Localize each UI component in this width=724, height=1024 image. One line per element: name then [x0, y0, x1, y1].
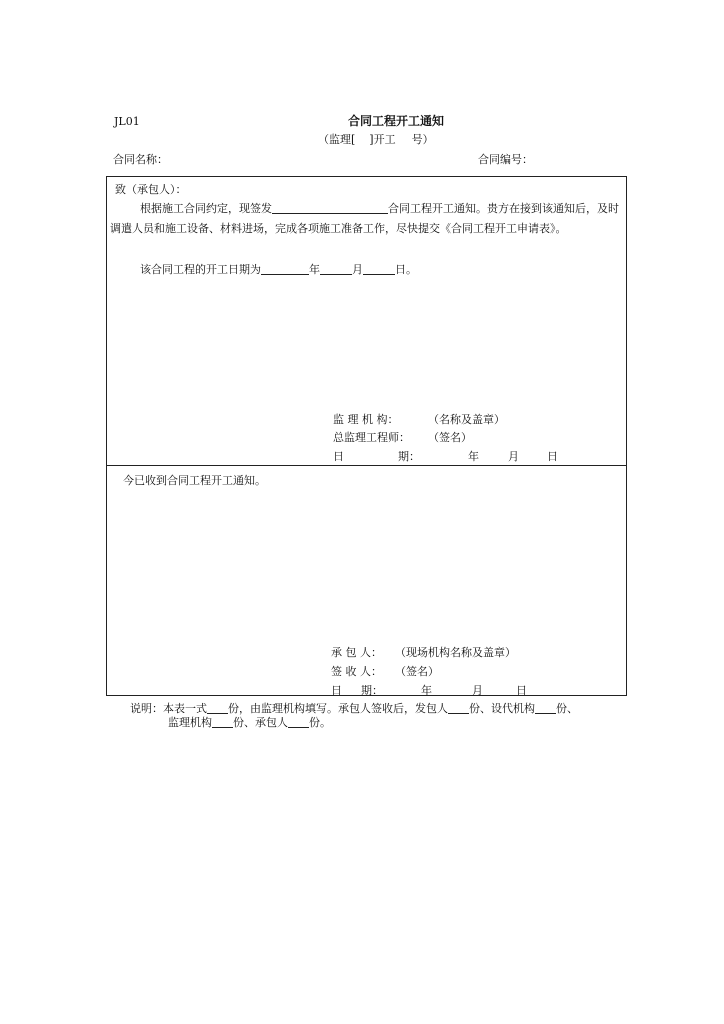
receipt-date-year: 年	[421, 684, 432, 697]
supervisor-org-label: 监 理 机 构：	[333, 413, 399, 426]
contractor-value: （现场机构名称及盖章）	[395, 646, 516, 659]
contractor-label: 承 包 人：	[331, 646, 382, 659]
signer-row	[331, 665, 439, 679]
note-1a: 说明：本表一式	[130, 702, 207, 715]
subtitle	[318, 133, 434, 147]
notice-date-label-a: 日	[333, 450, 344, 463]
note-blank-4	[212, 714, 233, 728]
subtitle-left: （监理[	[318, 133, 356, 146]
start-year: 年	[309, 263, 320, 276]
note-blank-3	[535, 700, 556, 714]
receipt-text: 今已收到合同工程开工通知。	[123, 474, 266, 487]
note-blank-2	[448, 700, 469, 714]
signer-label: 签 收 人：	[331, 665, 382, 678]
note-1d: 份、	[556, 702, 578, 715]
receipt-date-month: 月	[472, 684, 483, 697]
receipt-date-label-a: 日	[331, 684, 342, 697]
receipt-date-row	[331, 684, 527, 698]
addressee: 致（承包人）：	[115, 183, 187, 196]
notice-text-a: 根据施工合同约定，现签发	[140, 202, 272, 215]
month-blank	[320, 261, 352, 275]
note-2c: 份。	[309, 716, 331, 729]
notice-date-label-b: 期：	[398, 450, 420, 463]
note-line-2	[168, 714, 331, 730]
page-title: 合同工程开工通知	[348, 114, 445, 128]
start-month: 月	[352, 263, 363, 276]
chief-engineer-value: （签名）	[428, 431, 472, 444]
year-blank	[261, 261, 309, 275]
start-day: 日。	[395, 263, 417, 276]
contract-name-label: 合同名称：	[113, 153, 168, 166]
contractor-row	[331, 646, 516, 660]
note-1c: 份、设代机构	[469, 702, 535, 715]
section-divider	[106, 465, 627, 466]
receipt-date-label-b: 期：	[361, 684, 383, 697]
chief-engineer-row	[333, 431, 472, 445]
note-2b: 份、承包人	[233, 716, 288, 729]
form-code: JL01	[114, 115, 140, 128]
note-blank-1	[207, 700, 228, 714]
contract-no-label: 合同编号：	[478, 153, 533, 166]
notice-date-month: 月	[508, 450, 519, 463]
note-blank-5	[288, 714, 309, 728]
subtitle-mid: ]开工	[369, 133, 396, 146]
start-date-line	[140, 261, 417, 277]
notice-date-year: 年	[468, 450, 479, 463]
receipt-date-day: 日	[516, 684, 527, 697]
supervisor-org-row	[333, 413, 505, 427]
notice-text-b: 合同工程开工通知。贵方在接到该通知后，及时调遣人员和施工设备、材料进场，完成各项施工准备工作，尽快提交《合同工程开工申请表》。	[110, 202, 619, 235]
notice-blank	[272, 200, 388, 214]
note-2a: 监理机构	[168, 716, 212, 729]
notice-date-row	[333, 450, 558, 464]
notice-paragraph	[110, 199, 624, 239]
notice-date-day: 日	[547, 450, 558, 463]
signer-value: （签名）	[395, 665, 439, 678]
supervisor-org-value: （名称及盖章）	[428, 413, 505, 426]
start-date-label: 该合同工程的开工日期为	[140, 263, 261, 276]
chief-engineer-label: 总监理工程师：	[333, 431, 410, 444]
subtitle-right: 号）	[411, 133, 434, 146]
day-blank	[363, 261, 395, 275]
note-1b: 份，由监理机构填写。承包人签收后，发包人	[228, 702, 448, 715]
